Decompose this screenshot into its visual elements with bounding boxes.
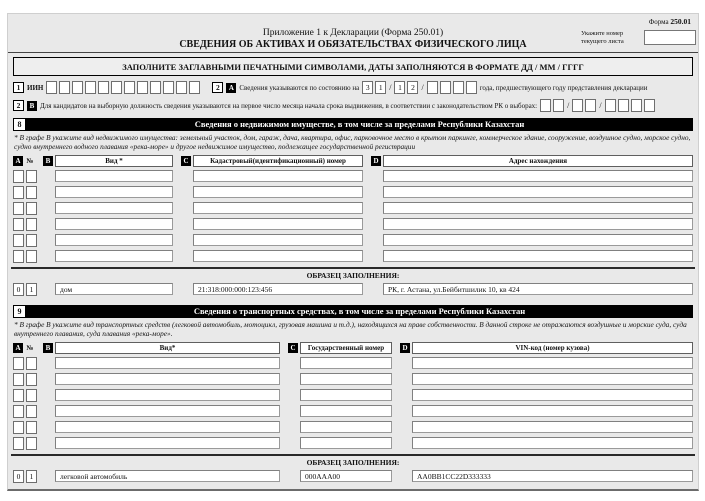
- election-year-cell[interactable]: [618, 99, 629, 112]
- section-8-note: * В графе В укажите вид недвижимого имущества: земельный участок, дом, гараж, дача, квартира, офис, парковочное место в крытом паркинге, коммерческое здание, сооружение, воздушное судно, морское судно, судно внутреннего водного плавания «река-море» и другое недвижимое имущество, подлежащее государственной регистрации: [14, 133, 691, 152]
- vin-input[interactable]: [412, 389, 693, 401]
- row-number-cell[interactable]: [26, 234, 37, 247]
- field-2b-letter: B: [27, 101, 37, 111]
- row-number-cell[interactable]: [13, 405, 24, 418]
- iin-cells: [46, 81, 200, 94]
- page-title: СВЕДЕНИЯ ОБ АКТИВАХ И ОБЯЗАТЕЛЬСТВАХ ФИЗИЧЕСКОГО ЛИЦА: [179, 39, 527, 50]
- row-number-cells: [13, 437, 35, 450]
- column-label-kadastr: Кадастровый(идентификационный) номер: [193, 155, 363, 167]
- section-9-bar: [13, 305, 693, 318]
- row-number-cell[interactable]: [26, 421, 37, 434]
- section-8-title: Сведения о недвижимом имуществе, в том числе за пределами Республики Казахстан: [26, 118, 693, 131]
- appendix-line: Приложение 1 к Декларации (Форма 250.01): [262, 28, 444, 38]
- cadastral-number-input[interactable]: [193, 170, 363, 182]
- cadastral-number-input[interactable]: [193, 234, 363, 246]
- vehicle-sample-row: [13, 470, 693, 483]
- row-number-cell[interactable]: [13, 357, 24, 370]
- date-separator: /: [421, 83, 424, 92]
- column-letter-c-icon: C: [181, 156, 191, 166]
- property-sample-row: [13, 283, 693, 296]
- property-row: [13, 218, 693, 231]
- state-number-input[interactable]: [300, 421, 392, 433]
- field-row-1: [13, 81, 693, 94]
- row-number-cell[interactable]: [26, 250, 37, 263]
- property-type-input[interactable]: [55, 218, 173, 230]
- form-code: [13, 17, 693, 26]
- vehicle-type-input[interactable]: [55, 437, 280, 449]
- row-number-cell[interactable]: [13, 186, 24, 199]
- state-number-input[interactable]: [300, 405, 392, 417]
- property-address-input[interactable]: [383, 202, 693, 214]
- date-year-cell[interactable]: [466, 81, 477, 94]
- cadastral-number-input[interactable]: [193, 218, 363, 230]
- date-day-cells: [362, 81, 386, 94]
- property-row: [13, 170, 693, 183]
- sample-heading: ОБРАЗЕЦ ЗАПОЛНЕНИЯ:: [306, 270, 400, 280]
- property-address-input[interactable]: [383, 186, 693, 198]
- sheet-number-block: [581, 30, 696, 46]
- row-number-cells: [13, 170, 35, 183]
- sample-number-cell: 1: [26, 283, 37, 296]
- cadastral-number-input[interactable]: [193, 250, 363, 262]
- date-year-cell[interactable]: [440, 81, 451, 94]
- date-separator: /: [599, 101, 602, 110]
- form-code-value: 250.01: [670, 17, 691, 26]
- sample-vin: AA0BB1CC22D333333: [412, 470, 693, 482]
- property-type-input[interactable]: [55, 170, 173, 182]
- vehicle-type-input[interactable]: [55, 357, 280, 369]
- election-year-cell[interactable]: [605, 99, 616, 112]
- row-number-cell[interactable]: [13, 373, 24, 386]
- section-9-number: 9: [13, 305, 26, 318]
- column-letter-d-icon: D: [400, 343, 410, 353]
- iin-cell[interactable]: [176, 81, 187, 94]
- state-number-input[interactable]: [300, 389, 392, 401]
- iin-cell[interactable]: [72, 81, 83, 94]
- vehicle-row: [13, 405, 693, 418]
- row-number-cells: [13, 373, 35, 386]
- row-number-cells: [13, 218, 35, 231]
- fill-instruction-banner: ЗАПОЛНИТЕ ЗАГЛАВНЫМИ ПЕЧАТНЫМИ СИМВОЛАМИ, ДАТЫ ЗАПОЛНЯЮТСЯ В ФОРМАТЕ ДД / ММ / ГГГГ: [13, 57, 693, 76]
- iin-cell[interactable]: [98, 81, 109, 94]
- date-year-cells: [427, 81, 477, 94]
- iin-cell[interactable]: [150, 81, 161, 94]
- vehicle-type-input[interactable]: [55, 421, 280, 433]
- iin-cell[interactable]: [111, 81, 122, 94]
- property-address-input[interactable]: [383, 170, 693, 182]
- column-label-address: Адрес нахождения: [383, 155, 693, 167]
- date-day-cell: 1: [375, 81, 386, 94]
- row-number-cell[interactable]: [26, 186, 37, 199]
- column-letter-a-icon: A: [13, 156, 23, 166]
- section-divider: [11, 267, 695, 269]
- form-sheet: [7, 13, 699, 491]
- sample-number-cell: 0: [13, 470, 24, 483]
- date-month-cells: [394, 81, 418, 94]
- property-type-input[interactable]: [55, 250, 173, 262]
- row-number-cell[interactable]: [13, 170, 24, 183]
- sample-property-type: дом: [55, 283, 173, 295]
- iin-cell[interactable]: [46, 81, 57, 94]
- vehicle-type-input[interactable]: [55, 405, 280, 417]
- row-number-cell[interactable]: [13, 218, 24, 231]
- section-8-bar: [13, 118, 693, 131]
- vehicle-row: [13, 357, 693, 370]
- row-number-cells: [13, 186, 35, 199]
- field-2b-text: Для кандидатов на выборную должность сведения указываются на первое число месяца начала срока выдвижения, в соответствии с законодательством РК о выборах:: [40, 101, 538, 110]
- row-number-cells: [13, 421, 35, 434]
- section-9-note: * В графе В укажите вид транспортных средств (легковой автомобиль, мотоцикл, грузовая машина и т.д.), находящихся на праве собственности. В данной строке не отражаются воздушные и морские суда, суда внутреннего плавания, суда плавания «река-море».: [14, 319, 687, 339]
- form-header: [8, 17, 698, 53]
- property-address-input[interactable]: [383, 250, 693, 262]
- column-letter-b-icon: B: [43, 156, 53, 166]
- row-number-cell[interactable]: [26, 389, 37, 402]
- form-code-label: Форма: [648, 18, 669, 26]
- date-day-cell: 3: [362, 81, 373, 94]
- sample-property-address: РК, г. Астана, ул.Бейбитшилик 10, кв 424: [383, 283, 693, 295]
- row-number-cell[interactable]: [26, 405, 37, 418]
- row-number-cells: [13, 389, 35, 402]
- section-9-title: Сведения о транспортных средствах, в том числе за пределами Республики Казахстан: [26, 305, 693, 318]
- vin-input[interactable]: [412, 437, 693, 449]
- vin-input[interactable]: [412, 405, 693, 417]
- date-month-cell: 2: [407, 81, 418, 94]
- election-month-cell[interactable]: [572, 99, 583, 112]
- state-number-input[interactable]: [300, 357, 392, 369]
- column-label-vid: Вид *: [55, 155, 173, 167]
- date-separator: /: [567, 101, 570, 110]
- column-letter-c-icon: C: [288, 343, 298, 353]
- field-2b-number: 2: [13, 100, 24, 111]
- date-month-cell: 1: [394, 81, 405, 94]
- vehicle-table-rows: [13, 357, 693, 450]
- sample-number-cell: 1: [26, 470, 37, 483]
- property-address-input[interactable]: [383, 218, 693, 230]
- column-letter-a-icon: A: [13, 343, 23, 353]
- property-address-input[interactable]: [383, 234, 693, 246]
- sample-vehicle-type: легковой автомобиль: [55, 470, 280, 482]
- field-row-2: [13, 99, 693, 112]
- property-table-rows: [13, 170, 693, 263]
- property-table-header: [13, 155, 693, 167]
- row-number-cells: [13, 405, 35, 418]
- election-year-cell[interactable]: [644, 99, 655, 112]
- section-8-number: 8: [13, 118, 26, 131]
- election-month-cells: [572, 99, 596, 112]
- column-letter-b-icon: B: [43, 343, 53, 353]
- cadastral-number-input[interactable]: [193, 186, 363, 198]
- vehicle-type-input[interactable]: [55, 373, 280, 385]
- row-number-cell[interactable]: [26, 202, 37, 215]
- column-label-vin: VIN-код (номер кузова): [412, 342, 693, 354]
- cadastral-number-input[interactable]: [193, 202, 363, 214]
- iin-cell[interactable]: [163, 81, 174, 94]
- sample-heading: ОБРАЗЕЦ ЗАПОЛНЕНИЯ:: [306, 457, 400, 467]
- vin-input[interactable]: [412, 373, 693, 385]
- state-number-input[interactable]: [300, 373, 392, 385]
- row-number-cell[interactable]: [26, 373, 37, 386]
- property-type-input[interactable]: [55, 234, 173, 246]
- row-number-cell[interactable]: [13, 421, 24, 434]
- row-number-cells: [13, 202, 35, 215]
- iin-cell[interactable]: [124, 81, 135, 94]
- row-number-cell[interactable]: [26, 357, 37, 370]
- sheet-number-input[interactable]: [644, 30, 696, 45]
- property-row: [13, 250, 693, 263]
- election-month-cell[interactable]: [585, 99, 596, 112]
- property-row: [13, 202, 693, 215]
- sample-number-cells: [13, 283, 35, 296]
- election-year-cell[interactable]: [631, 99, 642, 112]
- row-number-cells: [13, 250, 35, 263]
- election-day-cells: [540, 99, 564, 112]
- row-number-cell[interactable]: [13, 202, 24, 215]
- row-number-cell[interactable]: [13, 389, 24, 402]
- state-number-input[interactable]: [300, 437, 392, 449]
- vehicle-row: [13, 373, 693, 386]
- vehicle-type-input[interactable]: [55, 389, 280, 401]
- vehicle-row: [13, 421, 693, 434]
- sample-number-cell: 0: [13, 283, 24, 296]
- row-number-cell[interactable]: [13, 437, 24, 450]
- vin-input[interactable]: [412, 357, 693, 369]
- iin-cell[interactable]: [137, 81, 148, 94]
- field-2a-text: Сведения указываются по состоянию на: [239, 83, 360, 92]
- sample-number-cells: [13, 470, 35, 483]
- iin-cell[interactable]: [59, 81, 70, 94]
- date-year-cell[interactable]: [453, 81, 464, 94]
- row-number-cell[interactable]: [26, 437, 37, 450]
- column-label-vid: Вид*: [55, 342, 280, 354]
- sample-state-number: 000AAA00: [300, 470, 392, 482]
- date-separator: /: [389, 83, 392, 92]
- iin-cell[interactable]: [189, 81, 200, 94]
- vehicle-row: [13, 437, 693, 450]
- vin-input[interactable]: [412, 421, 693, 433]
- row-number-cell[interactable]: [26, 170, 37, 183]
- row-number-cell[interactable]: [13, 234, 24, 247]
- field-2a-letter: A: [226, 83, 236, 93]
- row-number-cell[interactable]: [26, 218, 37, 231]
- election-day-cell[interactable]: [540, 99, 551, 112]
- row-number-cell[interactable]: [13, 250, 24, 263]
- election-year-cells: [605, 99, 655, 112]
- field-1-number: 1: [13, 82, 24, 93]
- sample-cadastral-number: 21:318:000:000:123:456: [193, 283, 363, 295]
- field-2a-suffix: года, предшествующего году представления декларации: [479, 83, 648, 92]
- property-row: [13, 186, 693, 199]
- column-label-number: №: [26, 343, 34, 352]
- property-row: [13, 234, 693, 247]
- field-2a-number: 2: [212, 82, 223, 93]
- property-type-input[interactable]: [55, 202, 173, 214]
- column-label-number: №: [26, 156, 34, 165]
- property-type-input[interactable]: [55, 186, 173, 198]
- iin-cell[interactable]: [85, 81, 96, 94]
- date-year-cell[interactable]: [427, 81, 438, 94]
- section-divider: [11, 454, 695, 456]
- row-number-cells: [13, 357, 35, 370]
- column-letter-d-icon: D: [371, 156, 381, 166]
- sheet-number-label: Укажите номер текущего листа: [581, 30, 624, 45]
- iin-label: ИИН: [27, 83, 44, 92]
- column-label-gos-nomer: Государственный номер: [300, 342, 392, 354]
- row-number-cells: [13, 234, 35, 247]
- election-day-cell[interactable]: [553, 99, 564, 112]
- vehicle-row: [13, 389, 693, 402]
- vehicle-table-header: [13, 342, 693, 354]
